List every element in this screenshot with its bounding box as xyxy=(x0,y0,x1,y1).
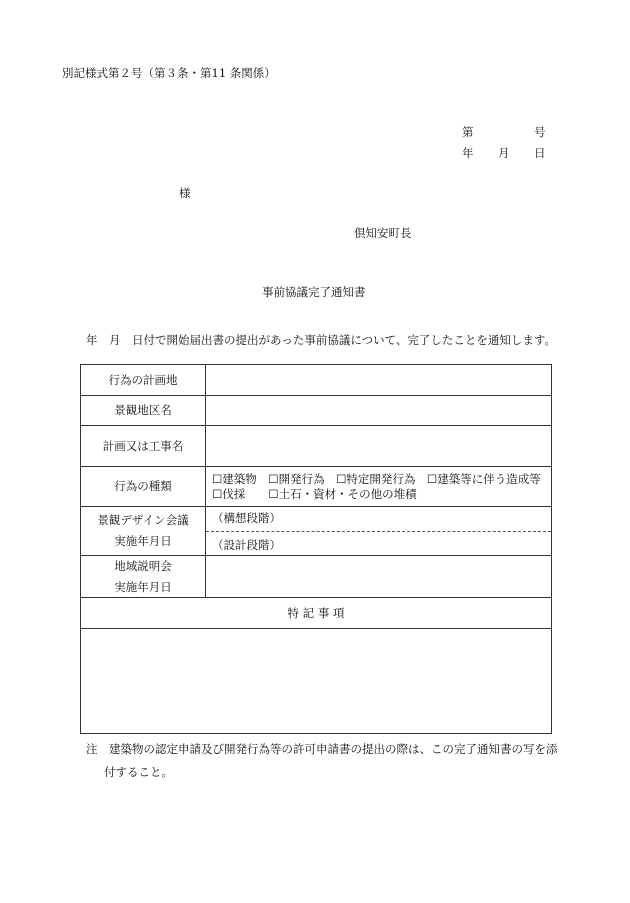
row-label-local-briefing xyxy=(81,555,206,597)
local-briefing-label-line1: 地域説明会 xyxy=(114,558,172,573)
document-number-prefix: 第 xyxy=(462,125,474,139)
row-value-planned-site[interactable] xyxy=(206,365,552,396)
table-row xyxy=(81,598,552,629)
body-text: 年 月 日付で開始届出書の提出があった事前協議について、完了したことを通知します。 xyxy=(86,333,556,347)
action-type-options-line2[interactable]: ☐伐採 ☐土石・資材・その他の堆積 xyxy=(212,486,417,501)
footnote-line2: 付すること。 xyxy=(104,765,173,779)
row-label-project-name: 計画又は工事名 xyxy=(81,426,206,467)
table-row xyxy=(81,629,552,734)
row-value-local-briefing[interactable] xyxy=(206,555,552,597)
recipient-honorific: 様 xyxy=(179,186,191,200)
document-number-suffix: 号 xyxy=(534,125,546,139)
special-notes-area[interactable] xyxy=(81,629,552,734)
design-meeting-design-stage[interactable]: （設計段階） xyxy=(212,537,281,552)
row-label-district-name: 景観地区名 xyxy=(81,396,206,426)
row-label-action-type: 行為の種類 xyxy=(81,467,206,507)
row-value-district-name[interactable] xyxy=(206,396,552,426)
form-table xyxy=(80,364,552,734)
row-value-action-type[interactable] xyxy=(206,467,552,507)
table-row xyxy=(81,467,552,507)
date-month: 月 xyxy=(498,146,510,160)
footnote-line1: 注 建築物の認定申請及び開発行為等の許可申請書の提出の際は、この完了通知書の写を添 xyxy=(86,742,558,756)
special-notes-header: 特 記 事 項 xyxy=(81,598,552,629)
design-meeting-label-line1: 景観デザイン会議 xyxy=(97,513,189,528)
document-title: 事前協議完了通知書 xyxy=(262,285,366,299)
action-type-options-line1[interactable]: ☐建築物 ☐開発行為 ☐特定開発行為 ☐建築等に伴う造成等 xyxy=(212,471,541,486)
table-row xyxy=(81,396,552,426)
row-label-planned-site: 行為の計画地 xyxy=(81,365,206,396)
sender-name: 倶知安町長 xyxy=(354,226,412,240)
local-briefing-label-line2: 実施年月日 xyxy=(114,579,172,594)
date-year: 年 xyxy=(462,146,474,160)
row-value-design-meeting[interactable] xyxy=(206,507,552,556)
table-row xyxy=(81,365,552,396)
date-day: 日 xyxy=(534,146,546,160)
design-meeting-label-line2: 実施年月日 xyxy=(114,533,172,548)
row-label-design-meeting xyxy=(81,507,206,556)
table-row xyxy=(81,507,552,556)
design-meeting-concept-stage[interactable]: （構想段階） xyxy=(206,507,551,532)
form-number: 別記様式第２号（第３条・第11 条関係） xyxy=(62,66,276,80)
row-value-project-name[interactable] xyxy=(206,426,552,467)
table-row xyxy=(81,426,552,467)
table-row xyxy=(81,555,552,597)
